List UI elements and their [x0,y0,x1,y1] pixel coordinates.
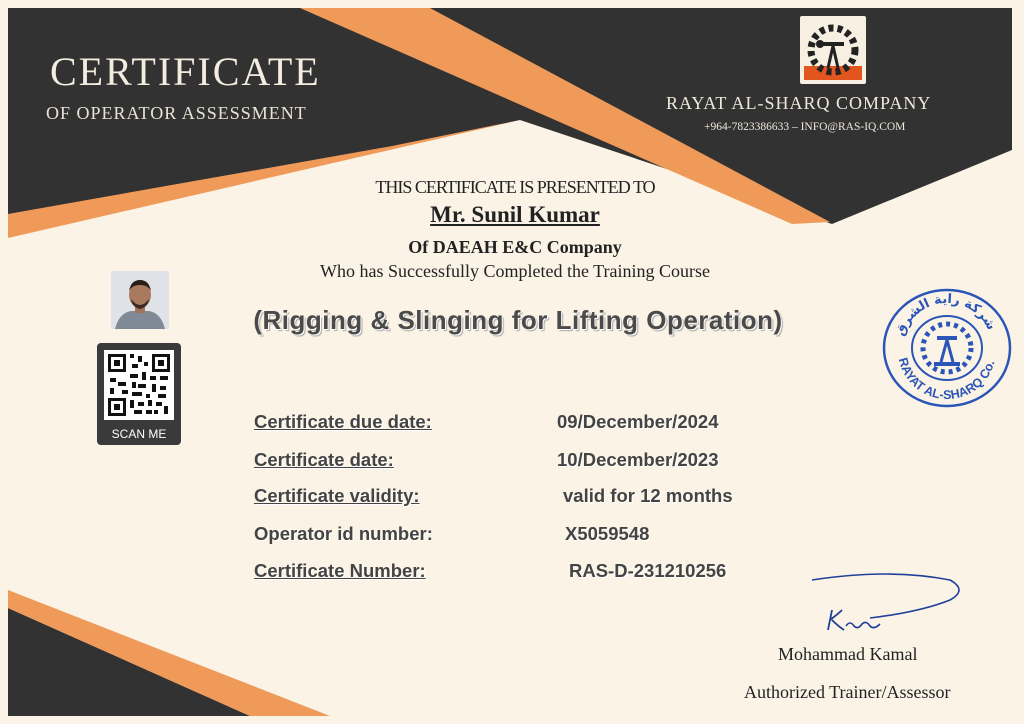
completion-text: Who has Successfully Completed the Training Course [320,261,710,281]
certificate-date-value: 10/December/2023 [557,449,719,470]
signer-role: Authorized Trainer/Assessor [744,682,951,702]
company-contact: +964-7823386633 – INFO@RAS-IQ.COM [704,121,906,133]
scan-me-label: SCAN ME [111,427,167,441]
company-name: RAYAT AL-SHARQ COMPANY [666,93,932,113]
certificate-date-label: Certificate date: [254,449,394,470]
operator-id-label: Operator id number: [254,523,433,544]
certificate-number-label: Certificate Number: [254,560,426,581]
presented-to-heading: THIS CERTIFICATE IS PRESENTED TO [375,177,655,197]
operator-id-value: X5059548 [565,523,650,544]
certificate-number-value: RAS-D-231210256 [569,560,727,581]
seal-english-text: RAYAT AL-SHARQ Co. [895,356,998,403]
validity-value: valid for 12 months [563,485,733,506]
certificate-subtitle: OF OPERATOR ASSESSMENT [46,103,307,123]
due-date-value: 09/December/2024 [557,411,719,432]
seal-arabic-text: شركة راية الشرق [892,291,999,339]
certificate-title: CERTIFICATE [50,49,321,94]
course-name: (Rigging & Slinging for Lifting Operation) [253,305,783,335]
signature-image [800,572,970,642]
recipient-name: Mr. Sunil Kumar [430,202,600,227]
recipient-photo [111,271,169,329]
company-logo [800,16,866,84]
validity-label: Certificate validity: [254,485,420,506]
qr-code[interactable] [97,343,181,445]
qr-pattern [104,350,174,420]
due-date-label: Certificate due date: [254,411,432,432]
signer-name: Mohammad Kamal [778,644,918,664]
company-seal [880,286,1015,410]
recipient-company: Of DAEAH E&C Company [408,237,622,257]
